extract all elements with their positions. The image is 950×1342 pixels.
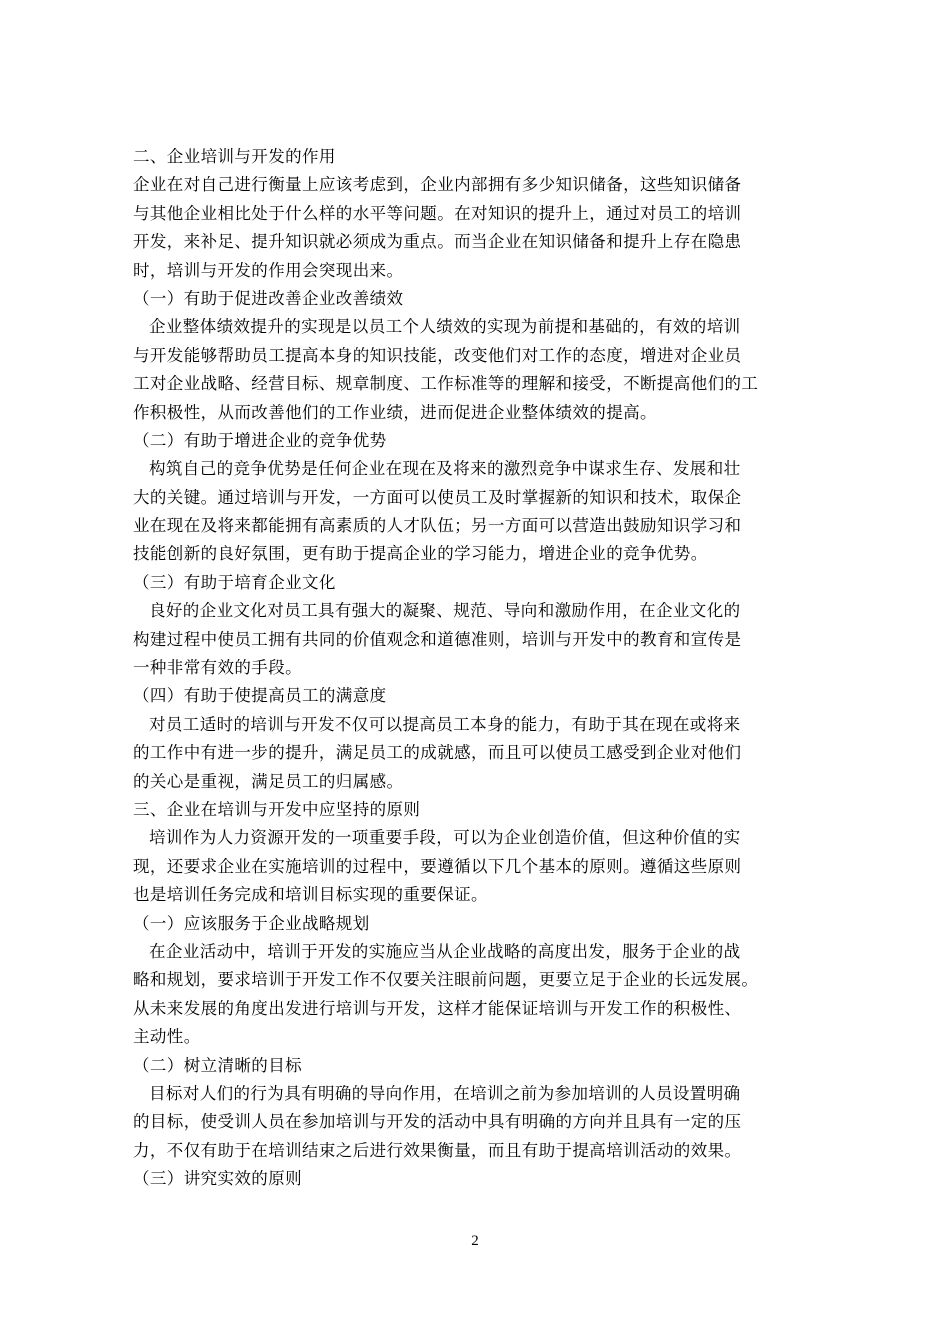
- text-line: 力，不仅有助于在培训结束之后进行效果衡量，而且有助于提高培训活动的效果。: [133, 1140, 742, 1160]
- section-heading: 二、企业培训与开发的作用: [133, 147, 336, 166]
- paragraph-first-line: 在企业活动中，培训于开发的实施应当从企业战略的高度出发，服务于企业的战: [149, 941, 741, 961]
- text-line: 与其他企业相比处于什么样的水平等问题。在对知识的提升上，通过对员工的培训: [133, 203, 742, 223]
- section-heading: 三、企业在培训与开发中应坚持的原则: [133, 799, 421, 819]
- text-line: 业在现在及将来都能拥有高素质的人才队伍；另一方面可以营造出鼓励知识学习和: [133, 516, 742, 536]
- text-line: 技能创新的良好氛围，更有助于提高企业的学习能力，增进企业的竞争优势。: [133, 544, 708, 564]
- document-body: [133, 143, 833, 1193]
- text-line: 企业在对自己进行衡量上应该考虑到，企业内部拥有多少知识储备，这些知识储备: [133, 175, 742, 195]
- text-line: 一种非常有效的手段。: [133, 658, 302, 678]
- text-line: 作积极性，从而改善他们的工作业绩，进而促进企业整体绩效的提高。: [133, 402, 657, 422]
- paragraph-first-line: 企业整体绩效提升的实现是以员工个人绩效的实现为前提和基础的，有效的培训: [149, 317, 741, 337]
- paragraph-first-line: 良好的企业文化对员工具有强大的凝聚、规范、导向和激励作用，在企业文化的: [149, 601, 741, 621]
- text-line: 略和规划，要求培训于开发工作不仅要关注眼前问题，更要立足于企业的长远发展。: [133, 970, 759, 990]
- text-line: 从未来发展的角度出发进行培训与开发，这样才能保证培训与开发工作的积极性、: [133, 998, 742, 1018]
- text-line: 开发，来补足、提升知识就必须成为重点。而当企业在知识储备和提升上存在隐患: [133, 232, 742, 252]
- text-line: 主动性。: [133, 1027, 201, 1047]
- subsection-heading: （三）讲究实效的原则: [133, 1169, 302, 1189]
- paragraph-first-line: 培训作为人力资源开发的一项重要手段，可以为企业创造价值，但这种价值的实: [149, 828, 741, 848]
- text-line: 大的关键。通过培训与开发，一方面可以使员工及时掌握新的知识和技术，取保企: [133, 487, 742, 507]
- subsection-heading: （四）有助于使提高员工的满意度: [133, 686, 387, 706]
- paragraph-first-line: 构筑自己的竞争优势是任何企业在现在及将来的激烈竞争中谋求生存、发展和壮: [149, 459, 741, 479]
- text-line: 与开发能够帮助员工提高本身的知识技能，改变他们对工作的态度，增进对企业员: [133, 345, 742, 365]
- paragraph-first-line: 对员工适时的培训与开发不仅可以提高员工本身的能力，有助于其在现在或将来: [149, 714, 741, 734]
- text-line: 时，培训与开发的作用会突现出来。: [133, 260, 404, 280]
- subsection-heading: （一）有助于促进改善企业改善绩效: [133, 288, 404, 308]
- subsection-heading: （三）有助于培育企业文化: [133, 572, 336, 592]
- subsection-heading: （二）有助于增进企业的竞争优势: [133, 430, 387, 450]
- text-line: 的工作中有进一步的提升，满足员工的成就感，而且可以使员工感受到企业对他们: [133, 743, 742, 763]
- text-line: 工对企业战略、经营目标、规章制度、工作标准等的理解和接受，不断提高他们的工: [133, 374, 759, 394]
- text-line: 的目标，使受训人员在参加培训与开发的活动中具有明确的方向并且具有一定的压: [133, 1112, 742, 1132]
- subsection-heading: （二）树立清晰的目标: [133, 1055, 302, 1075]
- page-number: 2: [471, 1233, 479, 1249]
- paragraph-first-line: 目标对人们的行为具有明确的导向作用，在培训之前为参加培训的人员设置明确: [149, 1083, 741, 1103]
- text-line: 的关心是重视，满足员工的归属感。: [133, 771, 404, 791]
- subsection-heading: （一）应该服务于企业战略规划: [133, 913, 370, 933]
- text-line: 现，还要求企业在实施培训的过程中，要遵循以下几个基本的原则。遵循这些原则: [133, 856, 742, 876]
- text-line: 构建过程中使员工拥有共同的价值观念和道德准则，培训与开发中的教育和宣传是: [133, 629, 742, 649]
- text-line: 也是培训任务完成和培训目标实现的重要保证。: [133, 885, 488, 905]
